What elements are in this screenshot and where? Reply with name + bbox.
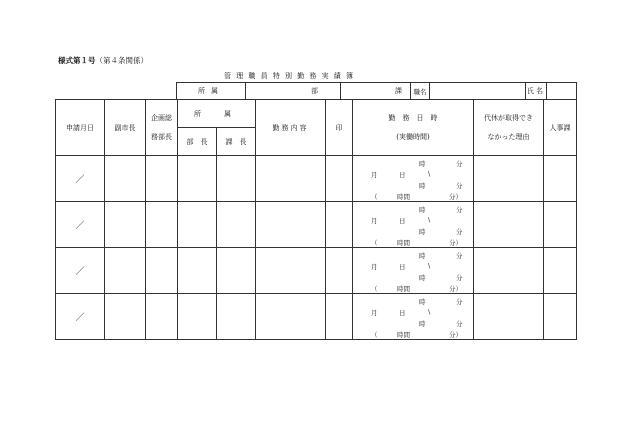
col-work-datetime-line2: (実働時間) xyxy=(396,132,430,141)
work-content-field[interactable] xyxy=(256,156,326,202)
time-minute: 分 xyxy=(456,206,463,214)
time-separator: \ xyxy=(428,262,431,270)
time-minute: 分 xyxy=(456,298,463,306)
date-slash[interactable]: ／ xyxy=(56,202,105,248)
time-minute-end: 分 xyxy=(456,320,463,328)
affiliation-label: 所属 xyxy=(177,83,246,100)
col-substitute-reason-line2: なかった理由 xyxy=(487,132,530,141)
time-hour: 時 xyxy=(419,298,426,306)
substitute-reason-field[interactable] xyxy=(474,202,544,248)
col-dept-head: 部 長 xyxy=(178,128,217,156)
work-time-field[interactable] xyxy=(353,248,474,294)
date-slash[interactable]: ／ xyxy=(56,248,105,294)
seal-field[interactable] xyxy=(326,294,353,340)
dept-head-seal-field[interactable] xyxy=(178,156,217,202)
dept-head-seal-field[interactable] xyxy=(178,248,217,294)
col-planning-director-line2: 務部長 xyxy=(151,132,172,141)
section-head-seal-field[interactable] xyxy=(217,294,256,340)
substitute-reason-field[interactable] xyxy=(474,294,544,340)
time-open-paren: （ xyxy=(371,331,378,339)
personnel-section-field[interactable] xyxy=(544,294,577,340)
time-hours: 時間 xyxy=(397,193,410,201)
date-slash[interactable]: ／ xyxy=(56,156,105,202)
document-title: 管理職員特別勤務実績簿 xyxy=(224,72,359,80)
col-substitute-reason xyxy=(474,100,544,156)
personnel-section-field[interactable] xyxy=(544,248,577,294)
name-label: 氏名 xyxy=(526,83,547,100)
work-content-field[interactable] xyxy=(256,294,326,340)
work-content-field[interactable] xyxy=(256,248,326,294)
time-hours: 時間 xyxy=(397,331,410,339)
col-work-datetime xyxy=(353,100,474,156)
col-substitute-reason-line1: 代休が取得でき xyxy=(484,113,533,122)
table-row xyxy=(56,202,577,248)
seal-field[interactable] xyxy=(326,156,353,202)
dept-head-seal-field[interactable] xyxy=(178,202,217,248)
vice-mayor-seal-field[interactable] xyxy=(105,202,146,248)
planning-director-seal-field[interactable] xyxy=(146,156,178,202)
vice-mayor-seal-field[interactable] xyxy=(105,294,146,340)
col-section-head: 課 長 xyxy=(217,128,256,156)
table-row xyxy=(56,156,577,202)
time-minutes-close: 分） xyxy=(449,331,462,339)
time-minutes-close: 分） xyxy=(449,285,462,293)
col-planning-director-line1: 企画総 xyxy=(151,113,172,122)
header-info-table xyxy=(176,82,577,100)
time-hours: 時間 xyxy=(397,239,410,247)
work-time-field[interactable] xyxy=(353,156,474,202)
section-head-seal-field[interactable] xyxy=(217,202,256,248)
time-day: 日 xyxy=(399,171,406,179)
work-time-field[interactable] xyxy=(353,294,474,340)
time-month: 月 xyxy=(371,171,378,179)
time-hours: 時間 xyxy=(397,285,410,293)
time-minute-end: 分 xyxy=(456,182,463,190)
table-row xyxy=(56,248,577,294)
planning-director-seal-field[interactable] xyxy=(146,248,178,294)
time-month: 月 xyxy=(371,263,378,271)
substitute-reason-field[interactable] xyxy=(474,248,544,294)
work-content-field[interactable] xyxy=(256,202,326,248)
time-minutes-close: 分） xyxy=(449,239,462,247)
vice-mayor-seal-field[interactable] xyxy=(105,248,146,294)
col-work-datetime-line1: 勤 務 日 時 xyxy=(388,113,438,122)
time-open-paren: （ xyxy=(371,239,378,247)
col-seal: 印 xyxy=(326,100,353,156)
col-planning-director xyxy=(146,100,178,156)
time-month: 月 xyxy=(371,217,378,225)
planning-director-seal-field[interactable] xyxy=(146,294,178,340)
position-field[interactable] xyxy=(430,83,526,100)
time-day: 日 xyxy=(399,309,406,317)
vice-mayor-seal-field[interactable] xyxy=(105,156,146,202)
col-affiliation: 所 属 xyxy=(178,100,256,128)
col-application-date: 申請月日 xyxy=(56,100,105,156)
time-hour-end: 時 xyxy=(419,228,426,236)
section-head-seal-field[interactable] xyxy=(217,248,256,294)
time-separator: \ xyxy=(428,216,431,224)
section-label: 課 xyxy=(341,83,411,100)
time-hour: 時 xyxy=(419,206,426,214)
time-day: 日 xyxy=(399,263,406,271)
col-work-content: 勤務内容 xyxy=(256,100,326,156)
time-open-paren: （ xyxy=(371,193,378,201)
time-open-paren: （ xyxy=(371,285,378,293)
time-separator: \ xyxy=(428,170,431,178)
time-minute-end: 分 xyxy=(456,228,463,236)
form-number: 様式第１号 xyxy=(58,56,96,65)
time-day: 日 xyxy=(399,217,406,225)
time-hour: 時 xyxy=(419,252,426,260)
col-personnel-section: 人事課 xyxy=(544,100,577,156)
department-label: 部 xyxy=(246,83,341,100)
time-minute: 分 xyxy=(456,252,463,260)
time-minute: 分 xyxy=(456,160,463,168)
time-hour: 時 xyxy=(419,160,426,168)
time-minute-end: 分 xyxy=(456,274,463,282)
col-vice-mayor: 副市長 xyxy=(105,100,146,156)
personnel-section-field[interactable] xyxy=(544,156,577,202)
substitute-reason-field[interactable] xyxy=(474,156,544,202)
form-article-note: （第４条関係） xyxy=(95,56,148,65)
time-separator: \ xyxy=(428,308,431,316)
table-row xyxy=(56,294,577,340)
work-record-table xyxy=(55,99,577,340)
position-label: 職名 xyxy=(411,83,430,100)
time-month: 月 xyxy=(371,309,378,317)
dept-head-seal-field[interactable] xyxy=(178,294,217,340)
planning-director-seal-field[interactable] xyxy=(146,202,178,248)
work-time-field[interactable] xyxy=(353,202,474,248)
name-field[interactable] xyxy=(547,83,577,100)
personnel-section-field[interactable] xyxy=(544,202,577,248)
seal-field[interactable] xyxy=(326,202,353,248)
form-identifier xyxy=(58,55,148,66)
time-hour-end: 時 xyxy=(419,274,426,282)
time-hour-end: 時 xyxy=(419,182,426,190)
section-head-seal-field[interactable] xyxy=(217,156,256,202)
seal-field[interactable] xyxy=(326,248,353,294)
time-hour-end: 時 xyxy=(419,320,426,328)
time-minutes-close: 分） xyxy=(449,193,462,201)
date-slash[interactable]: ／ xyxy=(56,294,105,340)
